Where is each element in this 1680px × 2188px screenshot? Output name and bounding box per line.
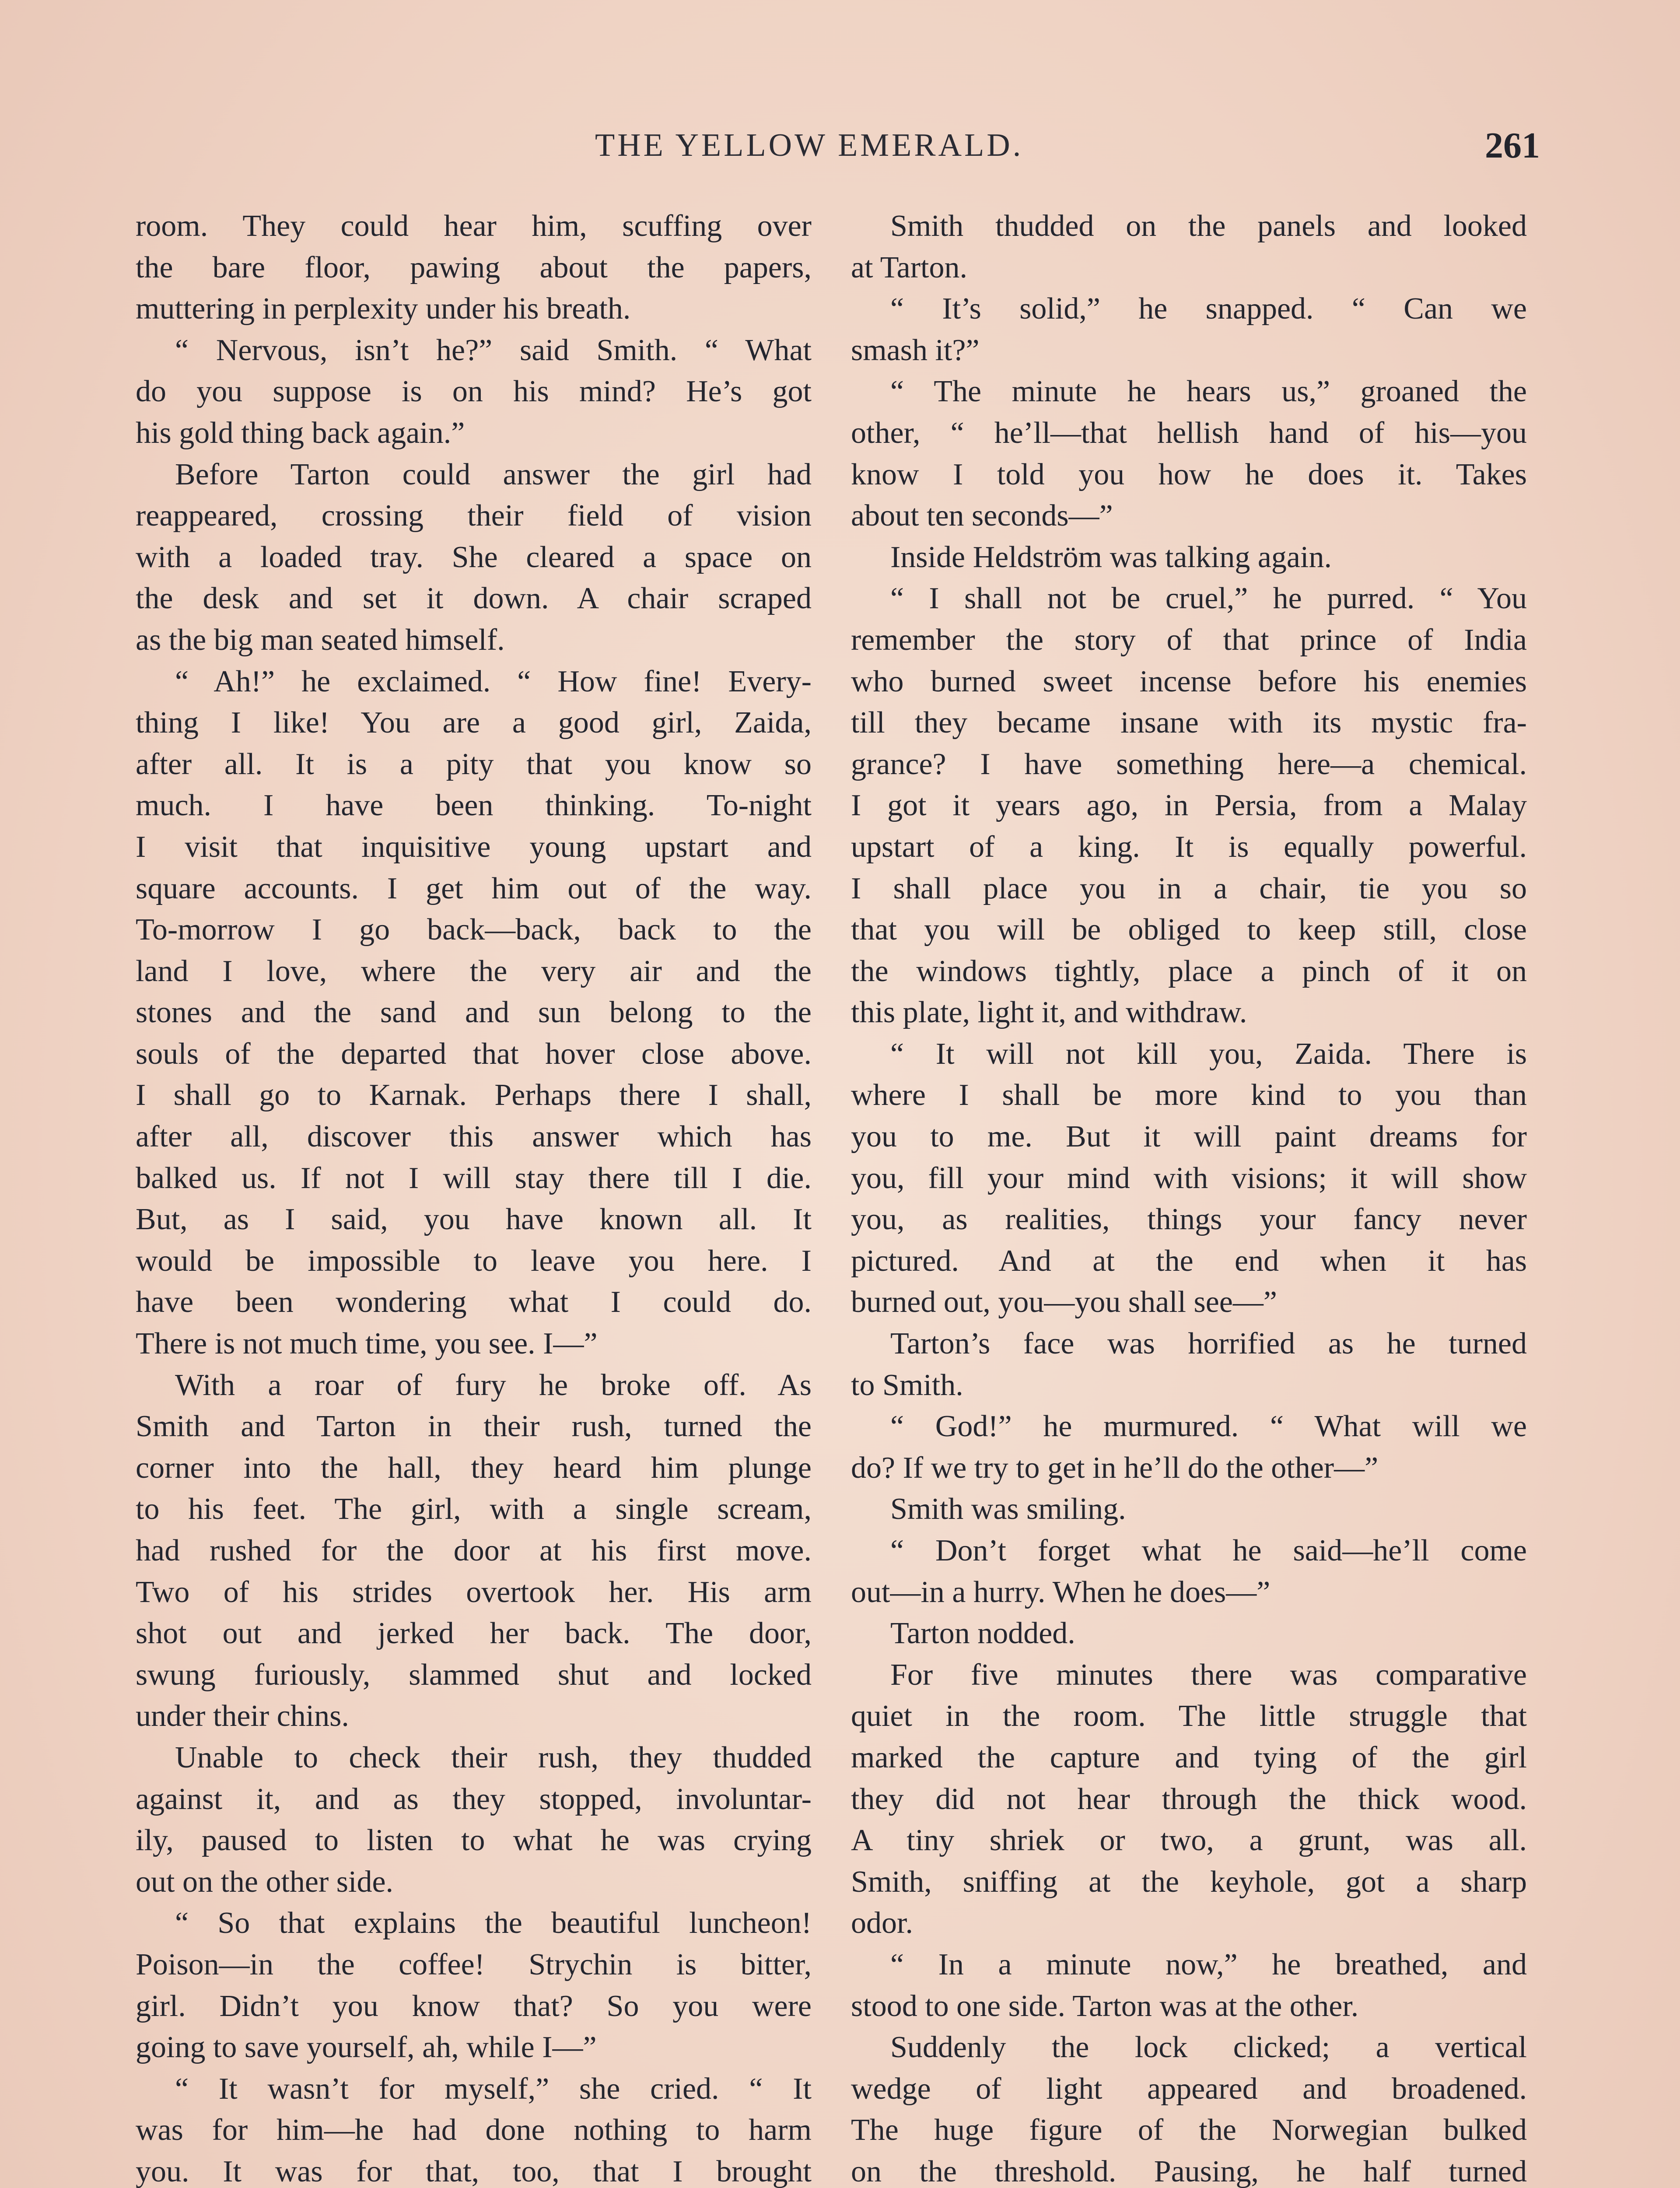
text-line: had rushed for the door at his first move. — [136, 1534, 812, 1567]
text-line: pictured. And at the end when it has — [851, 1244, 1527, 1278]
text-line: girl. Didn’t you know that? So you were — [136, 1989, 812, 2023]
text-line: Inside Heldström was talking again. — [890, 540, 1332, 574]
text-line: “ Nervous, isn’t he?” said Smith. “ What — [175, 333, 812, 367]
text-line: land I love, where the very air and the — [136, 954, 812, 988]
text-line: know I told you how he does it. Takes — [851, 457, 1527, 491]
text-line: where I shall be more kind to you than — [851, 1078, 1527, 1112]
text-line: “ The minute he hears us,” groaned the — [890, 375, 1527, 409]
text-line: was for him—he had done nothing to harm — [136, 2113, 812, 2147]
text-line: smash it?” — [851, 333, 980, 367]
text-line: thing I like! You are a good girl, Zaida, — [136, 706, 812, 740]
text-line: Smith and Tarton in their rush, turned the — [136, 1410, 812, 1444]
text-line: muttering in perplexity under his breath. — [136, 292, 631, 326]
text-line: square accounts. I get him out of the way. — [136, 871, 812, 905]
text-line: ily, paused to listen to what he was crying — [136, 1823, 812, 1858]
paragraph — [136, 206, 812, 330]
text-line: would be impossible to leave you here. I — [136, 1244, 812, 1278]
text-line: stood to one side. Tarton was at the other. — [851, 1989, 1359, 2023]
text-line: out on the other side. — [136, 1865, 394, 1899]
text-line: after all. It is a pity that you know so — [136, 747, 812, 781]
paragraph — [851, 206, 1527, 288]
text-line: For five minutes there was comparative — [890, 1658, 1527, 1692]
paragraph — [136, 330, 812, 454]
text-line: this plate, light it, and withdraw. — [851, 996, 1247, 1030]
text-line: “ It will not kill you, Zaida. There is — [890, 1037, 1527, 1071]
text-line: you, fill your mind with visions; it will show — [851, 1161, 1527, 1195]
text-line: his gold thing back again.” — [136, 416, 465, 450]
text-line: that you will be obliged to keep still, close — [851, 913, 1527, 947]
text-line: But, as I said, you have known all. It — [136, 1203, 812, 1237]
text-line: wedge of light appeared and broadened. — [851, 2072, 1527, 2106]
text-line: Suddenly the lock clicked; a vertical — [890, 2030, 1527, 2065]
text-line: With a roar of fury he broke off. As — [175, 1368, 812, 1402]
text-line: quiet in the room. The little struggle that — [851, 1699, 1527, 1733]
text-line: to his feet. The girl, with a single scream, — [136, 1492, 812, 1526]
text-line: I shall place you in a chair, tie you so — [851, 871, 1527, 905]
text-line: as the big man seated himself. — [136, 623, 505, 657]
paragraph — [851, 1530, 1527, 1613]
text-line: reappeared, crossing their field of vision — [136, 499, 812, 533]
text-line: with a loaded tray. She cleared a space on — [136, 540, 812, 574]
text-line: Smith thudded on the panels and looked — [890, 209, 1527, 243]
text-line: the bare floor, pawing about the papers, — [136, 250, 812, 284]
text-line: grance? I have something here—a chemical. — [851, 747, 1527, 781]
text-line: out—in a hurry. When he does—” — [851, 1575, 1270, 1609]
text-line: burned out, you—you shall see—” — [851, 1285, 1277, 1319]
paragraph — [851, 578, 1527, 1034]
text-line: remember the story of that prince of India — [851, 623, 1527, 657]
text-line: Smith was smiling. — [890, 1492, 1126, 1526]
text-line: I shall go to Karnak. Perhaps there I shall, — [136, 1078, 812, 1112]
text-line: “ God!” he murmured. “ What will we — [890, 1410, 1527, 1444]
paragraph — [136, 1737, 812, 1903]
text-line: Tarton’s face was horrified as he turned — [890, 1327, 1527, 1361]
paragraph — [851, 1655, 1527, 1944]
paragraph — [136, 454, 812, 661]
text-line: the windows tightly, place a pinch of it on — [851, 954, 1527, 988]
paragraph — [136, 661, 812, 1365]
text-line: against it, and as they stopped, involuntar- — [136, 1782, 812, 1816]
text-line: the desk and set it down. A chair scraped — [136, 582, 812, 616]
text-line: swung furiously, slammed shut and locked — [136, 1658, 812, 1692]
text-line: “ Don’t forget what he said—he’ll come — [890, 1534, 1527, 1567]
text-line: The huge figure of the Norwegian bulked — [851, 2113, 1527, 2147]
text-line: do you suppose is on his mind? He’s got — [136, 375, 812, 409]
text-line: other, “ he’ll—that hellish hand of his—you — [851, 416, 1527, 450]
text-line: under their chins. — [136, 1699, 349, 1733]
right-text-column — [851, 206, 1527, 2188]
text-line: on the threshold. Pausing, he half turned — [851, 2154, 1527, 2188]
text-line: “ In a minute now,” he breathed, and — [890, 1947, 1527, 1981]
text-line: corner into the hall, they heard him plunge — [136, 1451, 812, 1485]
paragraph — [851, 1034, 1527, 1323]
text-line: marked the capture and tying of the girl — [851, 1740, 1527, 1774]
text-line: shot out and jerked her back. The door, — [136, 1616, 812, 1651]
text-line: do? If we try to get in he’ll do the other—” — [851, 1451, 1379, 1485]
text-line: I visit that inquisitive young upstart and — [136, 830, 812, 864]
page-header — [144, 127, 1540, 175]
text-line: odor. — [851, 1906, 913, 1940]
text-line: much. I have been thinking. To-night — [136, 789, 812, 823]
text-line: Tarton nodded. — [890, 1616, 1075, 1651]
paragraph — [136, 2069, 812, 2188]
text-line: “ Ah!” he exclaimed. “ How fine! Every- — [175, 664, 812, 698]
text-line: you, as realities, things your fancy never — [851, 1203, 1527, 1237]
text-line: I got it years ago, in Persia, from a Malay — [851, 789, 1527, 823]
text-line: Two of his strides overtook her. His arm — [136, 1575, 812, 1609]
text-line: “ It wasn’t for myself,” she cried. “ It — [175, 2072, 812, 2106]
paragraph — [851, 1489, 1527, 1530]
paragraph — [851, 371, 1527, 536]
text-line: they did not hear through the thick wood. — [851, 1782, 1527, 1816]
paragraph — [851, 1406, 1527, 1489]
running-title: THE YELLOW EMERALD. — [595, 127, 1024, 163]
text-line: to Smith. — [851, 1368, 963, 1402]
text-line: about ten seconds—” — [851, 499, 1113, 533]
page-number: 261 — [1485, 125, 1540, 166]
text-line: A tiny shriek or two, a grunt, was all. — [851, 1823, 1527, 1858]
text-line: who burned sweet incense before his enemies — [851, 664, 1527, 698]
paragraph — [851, 2027, 1527, 2188]
text-line: stones and the sand and sun belong to the — [136, 996, 812, 1030]
text-line: till they became insane with its mystic fra- — [851, 706, 1527, 740]
text-line: “ It’s solid,” he snapped. “ Can we — [890, 292, 1527, 326]
text-line: “ I shall not be cruel,” he purred. “ You — [890, 582, 1527, 616]
text-line: have been wondering what I could do. — [136, 1285, 812, 1319]
paragraph — [136, 1903, 812, 2068]
text-line: room. They could hear him, scuffing over — [136, 209, 812, 243]
text-line: you to me. But it will paint dreams for — [851, 1120, 1527, 1154]
paragraph — [851, 288, 1527, 371]
text-line: you. It was for that, too, that I brought — [136, 2154, 812, 2188]
text-line: at Tarton. — [851, 250, 967, 284]
text-line: Before Tarton could answer the girl had — [175, 457, 812, 491]
text-line: Smith, sniffing at the keyhole, got a sharp — [851, 1865, 1527, 1899]
paragraph — [851, 1323, 1527, 1406]
text-line: after all, discover this answer which has — [136, 1120, 812, 1154]
text-line: going to save yourself, ah, while I—” — [136, 2030, 597, 2065]
text-line: upstart of a king. It is equally powerful. — [851, 830, 1527, 864]
paragraph — [136, 1365, 812, 1737]
left-text-column — [136, 206, 812, 2188]
text-line: Unable to check their rush, they thudded — [175, 1740, 812, 1774]
text-line: Poison—in the coffee! Strychin is bitter, — [136, 1947, 812, 1981]
text-line: “ So that explains the beautiful luncheon! — [175, 1906, 812, 1940]
text-line: balked us. If not I will stay there till I die. — [136, 1161, 812, 1195]
paragraph — [851, 1613, 1527, 1655]
text-line: There is not much time, you see. I—” — [136, 1327, 598, 1361]
paragraph — [851, 537, 1527, 579]
text-line: To-morrow I go back—back, back to the — [136, 913, 812, 947]
text-line: souls of the departed that hover close above. — [136, 1037, 812, 1071]
paragraph — [851, 1944, 1527, 2027]
